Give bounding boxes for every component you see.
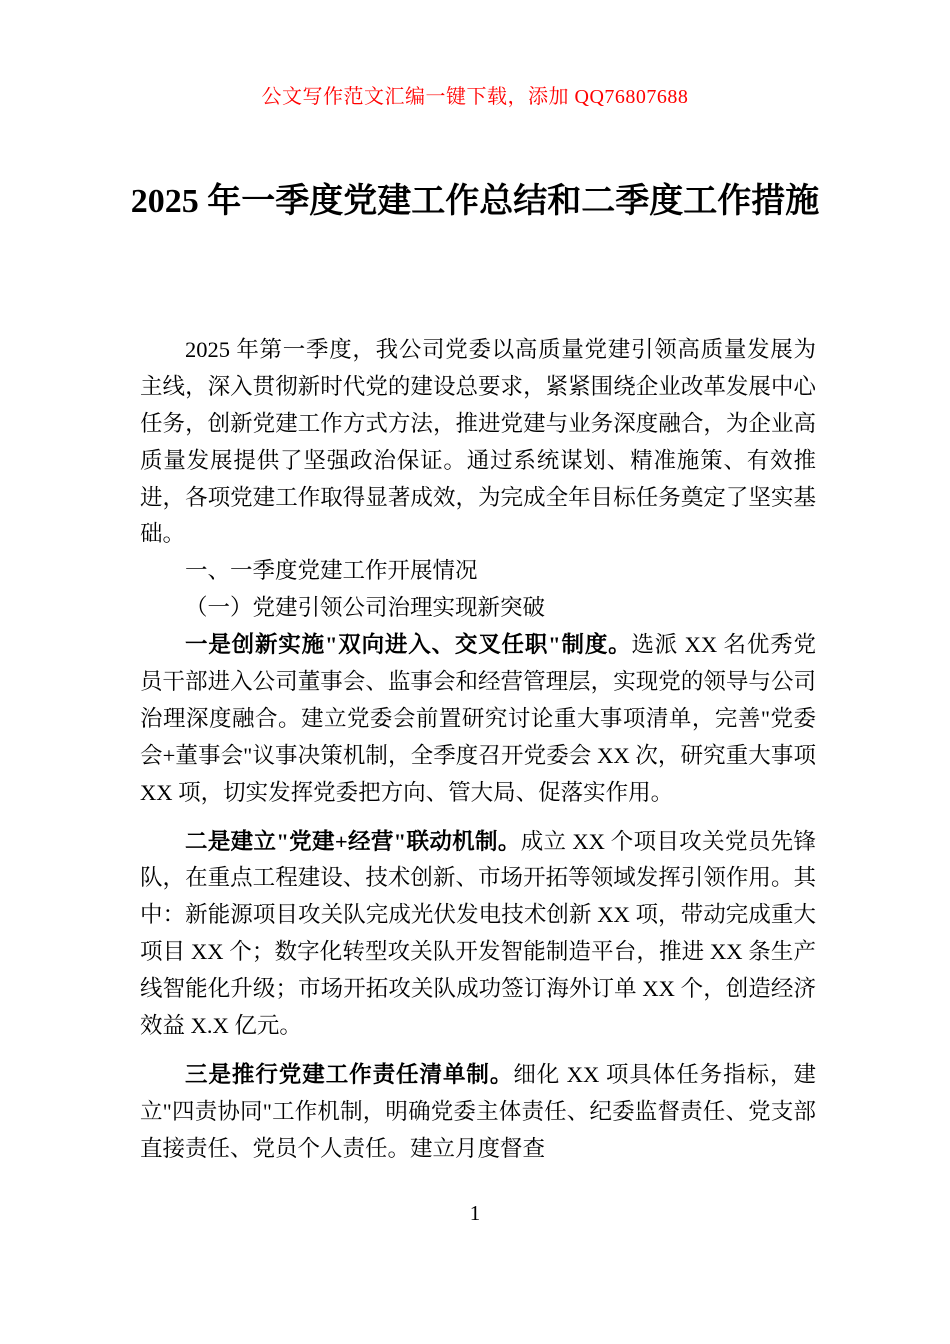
paragraph: [140, 1057, 816, 1168]
paragraph-text: 2025 年第一季度，我公司党委以高质量党建引领高质量发展为主线，深入贯彻新时代党的建设总要求，紧紧围绕企业改革发展中心任务，创新党建工作方式方法，推进党建与业务深度融合，为企业高质量发展提供了坚强政治保证。通过系统谋划、精准施策、有效推进，各项党建工作取得显著成效，为完成全年目标任务奠定了坚实基础。: [140, 337, 816, 547]
section-heading: [140, 553, 816, 590]
paragraph: [140, 824, 816, 1045]
paragraph-text: 成立 XX 个项目攻关党员先锋队，在重点工程建设、技术创新、市场开拓等领域发挥引领作用。其中：新能源项目攻关队完成光伏发电技术创新 XX 项，带动完成重大项目 XX 个；数字化转型攻关队开发智能制造平台，推进 XX 条生产线智能化升级；市场开拓攻关队成功签订海外订单 XX 个，创造经济效益 X.X 亿元。: [140, 828, 816, 1039]
paragraph: [140, 627, 816, 811]
document-title: 2025 年一季度党建工作总结和二季度工作措施: [130, 183, 820, 220]
paragraph-text: 一、一季度党建工作开展情况: [185, 558, 478, 584]
page-number: 1: [469, 1201, 481, 1225]
subsection-heading: [140, 590, 816, 627]
paragraph-text: 选派 XX 名优秀党员干部进入公司董事会、监事会和经营管理层，实现党的领导与公司治理深度融合。建立党委会前置研究讨论重大事项清单，完善"党委会+董事会"议事决策机制，全季度召开党委会 XX 次，研究重大事项 XX 项，切实发挥党委把方向、管大局、促落实作用。: [140, 632, 817, 805]
paragraph-lead: 一是创新实施"双向进入、交叉任职"制度。: [185, 632, 632, 658]
paragraph-lead: 三是推行党建工作责任清单制。: [185, 1061, 514, 1087]
paragraph-lead: 二是建立"党建+经营"联动机制。: [185, 828, 521, 854]
paragraph-text: （一）党建引领公司治理实现新突破: [185, 595, 546, 621]
paragraph: [140, 332, 816, 553]
header-notice: 公文写作范文汇编一键下载，添加 QQ76807688: [261, 86, 689, 108]
paragraph-text: 细化 XX 项具体任务指标，建立"四责协同"工作机制，明确党委主体责任、纪委监督责任、党支部直接责任、党员个人责任。建立月度督查: [140, 1061, 816, 1161]
document-body: [140, 332, 816, 1168]
